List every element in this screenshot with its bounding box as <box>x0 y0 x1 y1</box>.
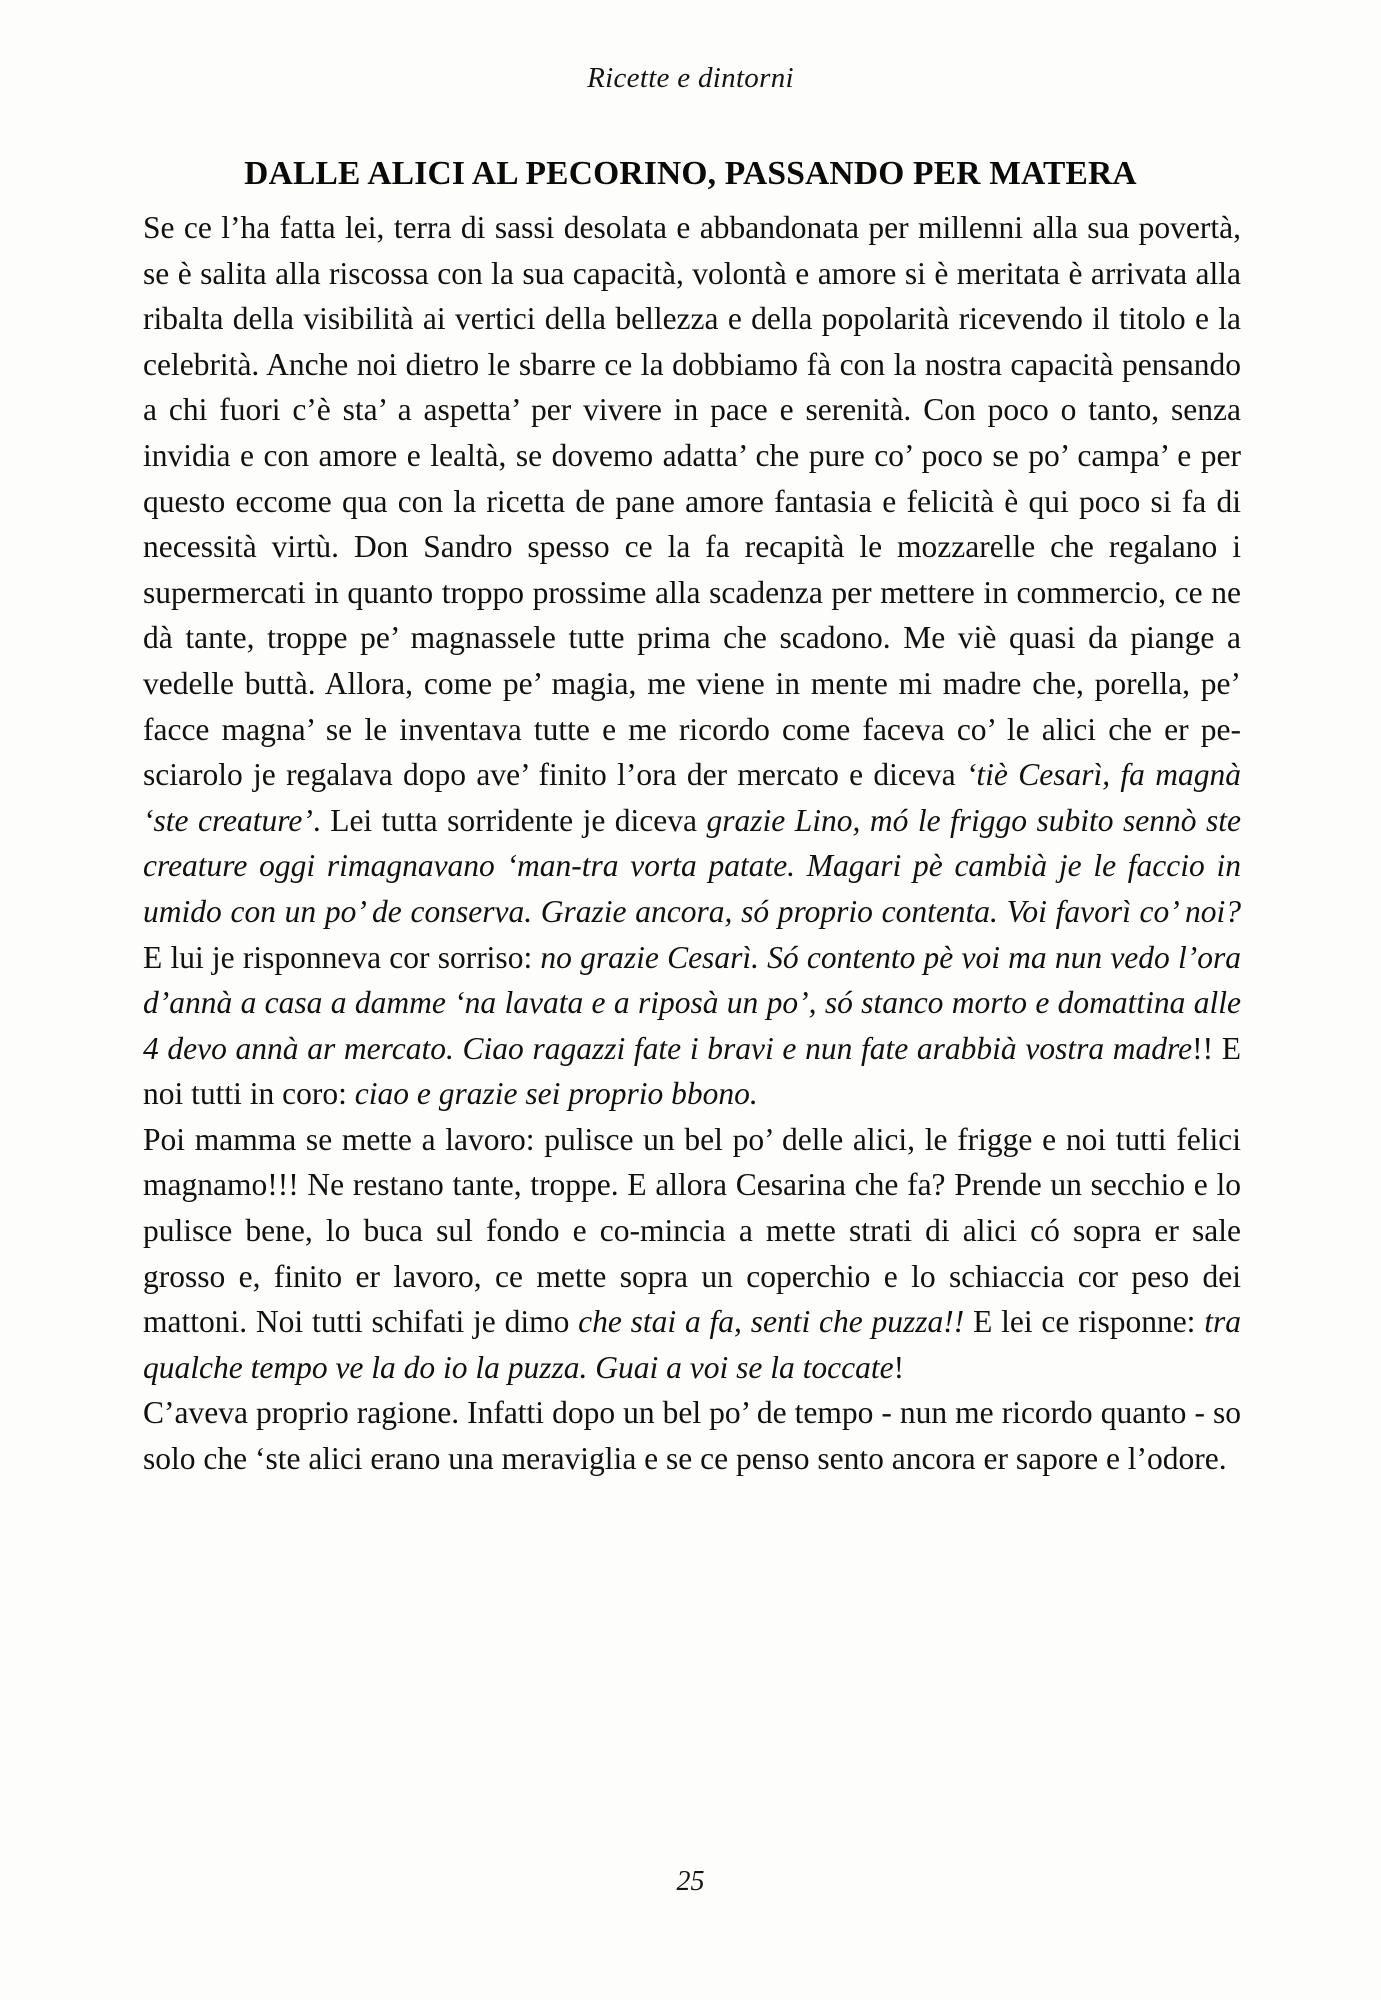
body-text <box>143 205 1241 1482</box>
running-head: Ricette e dintorni <box>587 62 794 94</box>
chapter-title: DALLE ALICI AL PECORINO, PASSANDO PER MATERA <box>244 155 1137 193</box>
paragraph-2: Poi mamma se mette a lavoro: pulisce un bel po’ delle alici, le frigge e noi tutti felici magnamo!!! Ne restano tante, troppe. E allora Cesarina che fa? Prende un secchio e lo pulisce bene, lo buca sul fondo e co-mincia a mette strati di alici có sopra er sale grosso e, finito er lavoro, ce mette sopra un coperchio e lo schiaccia cor peso dei mattoni. Noi tutti schifati je dimo che stai a fa, senti che puzza!! E lei ce risponne: tra qualche tempo ve la do io la puzza. Guai a voi se la toccate! <box>143 1121 1242 1385</box>
paragraph-3: C’aveva proprio ragione. Infatti dopo un bel po’ de tempo - nun me ricordo quanto - so solo che ‘ste alici erano una meraviglia e se ce penso sento ancora er sapore e l’odore. <box>143 1395 1241 1477</box>
paragraph-1: Se ce l’ha fatta lei, terra di sassi desolata e abbandonata per millenni alla sua povertà, se è salita alla riscossa con la sua capacità, volontà e amore si è meritata è arrivata alla ribalta della visibilità ai vertici della bellezza e della popolarità ricevendo il titolo e la celebrità. Anche noi dietro le sbarre ce la dobbiamo fà con la nostra capacità pensando a chi fuori c’è sta’ a aspetta’ per vivere in pace e serenità. Con poco o tanto, senza invidia e con amore e lealtà, se dovemo adatta’ che pure co’ poco se po’ campa’ e per questo eccome qua con la ricetta de pane amore fantasia e felicità è qui poco si fa di necessità virtù. Don Sandro spesso ce la fa recapità le mozzarelle che regalano i supermercati in quanto troppo prossime alla scadenza per mettere in commercio, ce ne dà tante, troppe pe’ magnassele tutte prima che scadono. Me viè quasi da piange a vedelle buttà. Allora, come pe’ magia, me viene in mente mi madre che, porella, pe’ facce magna’ se le inventava tutte e me ricordo come faceva co’ le alici che er pe-sciarolo je regalava dopo ave’ finito l’ora der mercato e diceva ‘tiè Cesarì, fa magnà ‘ste creature’. Lei tutta sorridente je diceva grazie Lino, mó le friggo subito sennò ste creature oggi rimagnavano ‘man-tra vorta patate. Magari pè cambià je le faccio in umido con un po’ de conserva. Grazie ancora, só proprio contenta. Voi favorì co’ noi? E lui je risponneva cor sorriso: no grazie Cesarì. Só contento pè voi ma nun vedo l’ora d’annà a casa a damme ‘na lavata e a riposà un po’, só stanco morto e domattina alle 4 devo annà ar mercato. Ciao ragazzi fate i bravi e nun fate arabbià vostra madre!! E noi tutti in coro: ciao e grazie sei proprio bbono. <box>143 210 1241 1112</box>
page-number: 25 <box>676 1866 705 1897</box>
